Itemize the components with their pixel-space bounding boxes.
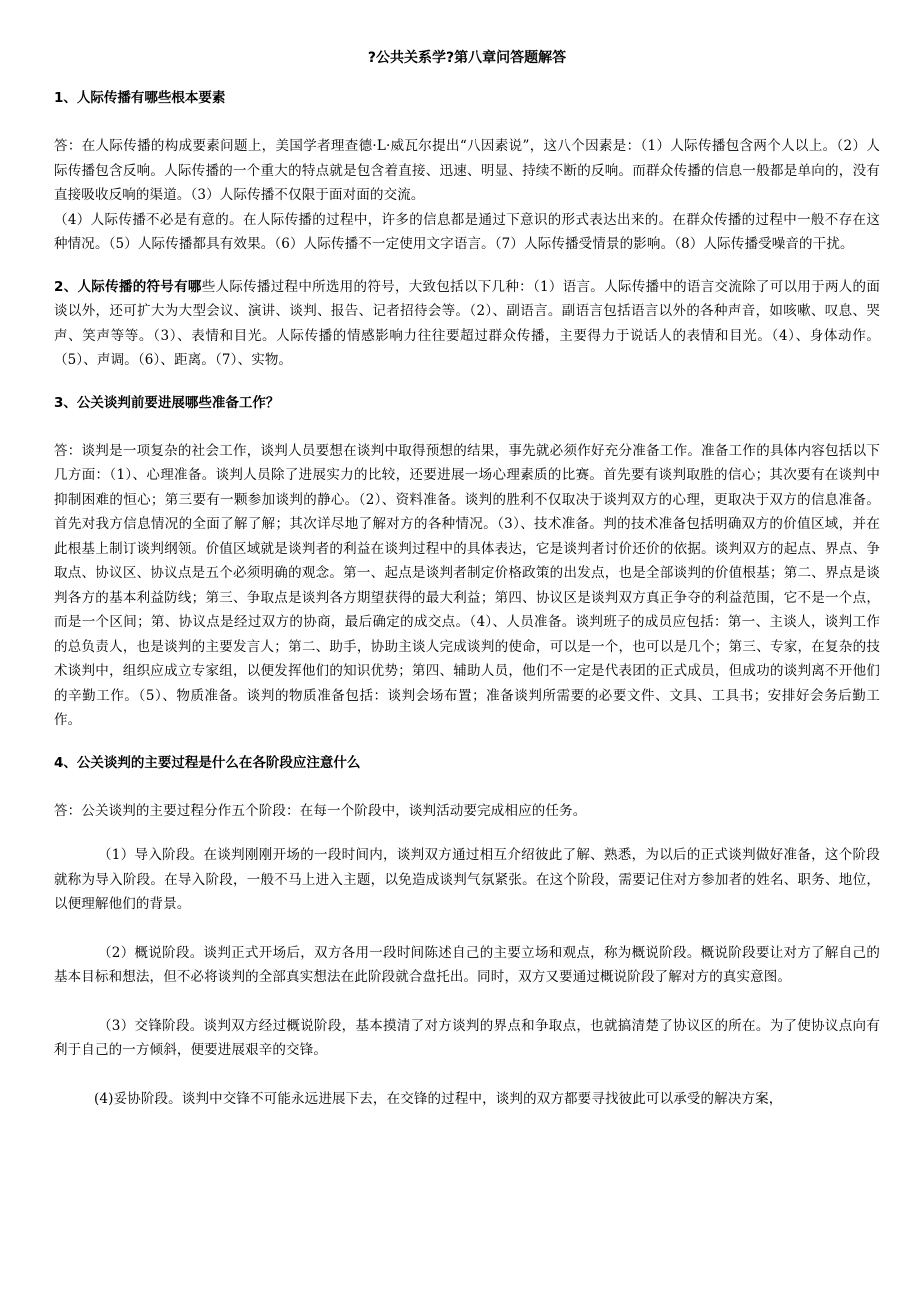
question-2-heading: 2、人际传播的符号有哪 (54, 278, 202, 295)
question-1-heading: 1、人际传播有哪些根本要素 (54, 90, 226, 106)
question-3-heading: 3、公关谈判前要进展哪些准备工作？ (54, 394, 280, 411)
question-2-block (54, 275, 880, 373)
question-2-answer: 些人际传播过程中所选用的符号，大致包括以下几种：（1）语言。人际传播中的语言交流除了可以用于两人的面谈以外，还可扩大为大型会议、演讲、谈判、报告、记者招待会等。（2）、副语言。副语言包括语言以外的各种声音，如咳嗽、叹息、哭声、笑声等等。（3）、表情和目光。人际传播的情感影响力往往要超过群众传播，主要得力于说话人的表情和目光。（4）、身体动作。（5）、声调。（6）、距离。（7）、实物。 (54, 278, 880, 368)
question-1-answer-part-1: 答：在人际传播的构成要素问题上，美国学者理查德·L·威瓦尔提出“八因素说”，这八个因素是：（1）人际传播包含两个人以上。（2）人际传播包含反响。人际传播的一个重大的特点就是包含着直接、迅速、明显、持续不断的反响。而群众传播的信息一般都是单向的，没有直接吸收反响的渠道。（3）人际传播不仅限于面对面的交流。 (54, 138, 880, 203)
document-title: ?公共关系学?第八章问答题解答 (367, 50, 567, 66)
question-4-heading: 4、公关谈判的主要过程是什么在各阶段应注意什么 (54, 754, 361, 771)
stage-2-paragraph: （2）概说阶段。谈判正式开场后，双方各用一段时间陈述自己的主要立场和观点，称为概说阶段。概说阶段要让对方了解自己的基本目标和想法，但不必将谈判的全部真实想法在此阶段就合盘托出。同时，双方又要通过概说阶段了解对方的真实意图。 (54, 944, 880, 985)
question-4-intro: 答：公关谈判的主要过程分作五个阶段：在每一个阶段中，谈判活动要完成相应的任务。 (54, 802, 587, 819)
question-1-answer-part-2: （4）人际传播不必是有意的。在人际传播的过程中，许多的信息都是通过下意识的形式表达出来的。在群众传播的过程中一般不存在这种情况。（5）人际传播都具有效果。（6）人际传播不一定使用文字语言。（7）人际传播受情景的影响。（8）人际传播受噪音的干扰。 (54, 211, 880, 252)
stage-4-paragraph: (4)妥协阶段。谈判中交锋不可能永远进展下去，在交锋的过程中，谈判的双方都要寻找彼此可以承受的解决方案， (94, 1090, 783, 1107)
question-3-answer: 答：谈判是一项复杂的社会工作，谈判人员要想在谈判中取得预想的结果，事先就必须作好充分准备工作。准备工作的具体内容包括以下几方面：（1）、心理准备。谈判人员除了进展实力的比较，还要进展一场心理素质的比赛。首先要有谈判取胜的信心；其次要有在谈判中抑制困难的恒心；第三要有一颗参加谈判的静心。（2）、资料准备。谈判的胜利不仅取决于谈判双方的心理，更取决于双方的信息准备。首先对我方信息情况的全面了解了解；其次详尽地了解对方的各种情况。（3）、技术准备。判的技术准备包括明确双方的价值区域，并在此根基上制订谈判纲领。价值区域就是谈判者的利益在谈判过程中的具体表达，它是谈判者讨价还价的依据。谈判双方的起点、界点、争取点、协议区、协议点是五个必须明确的观念。第一、起点是谈判者制定价格政策的出发点，也是全部谈判的价值根基；第二、界点是谈判各方的基本利益防线；第三、争取点是谈判各方期望获得的最大利益；第四、协议区是谈判双方真正争夺的利益范围，它不是一个点，而是一个区间；第、协议点是经过双方的协商，最后确定的成交点。（4）、人员准备。谈判班子的成员应包括：第一、主谈人，谈判工作的总负责人，也是谈判的主要发言人；第二、助手，协助主谈人完成谈判的使命，可以是一个，也可以是几个；第三、专家，在复杂的技术谈判中，组织应成立专家组，以便发挥他们的知识优势；第四、辅助人员，他们不一定是代表团的正式成员，但成功的谈判离不开他们的辛勤工作。（5）、物质准备。谈判的物质准备包括：谈判会场布置；准备谈判所需要的必要文件、文具、工具书；安排好会务后勤工作。 (54, 442, 880, 728)
document-page (54, 48, 880, 1135)
stage-3-paragraph: （3）交锋阶段。谈判双方经过概说阶段，基本摸清了对方谈判的界点和争取点，也就搞清楚了协议区的所在。为了使协议点向有利于自己的一方倾斜，便要进展艰辛的交锋。 (54, 1017, 880, 1058)
stage-1-paragraph: （1）导入阶段。在谈判刚刚开场的一段时间内，谈判双方通过相互介绍彼此了解、熟悉，为以后的正式谈判做好准备，这个阶段就称为导入阶段。在导入阶段，一般不马上进入主题，以免造成谈判气氛紧张。在这个阶段，需要记住对方参加者的姓名、职务、地位，以便理解他们的背景。 (54, 847, 880, 912)
